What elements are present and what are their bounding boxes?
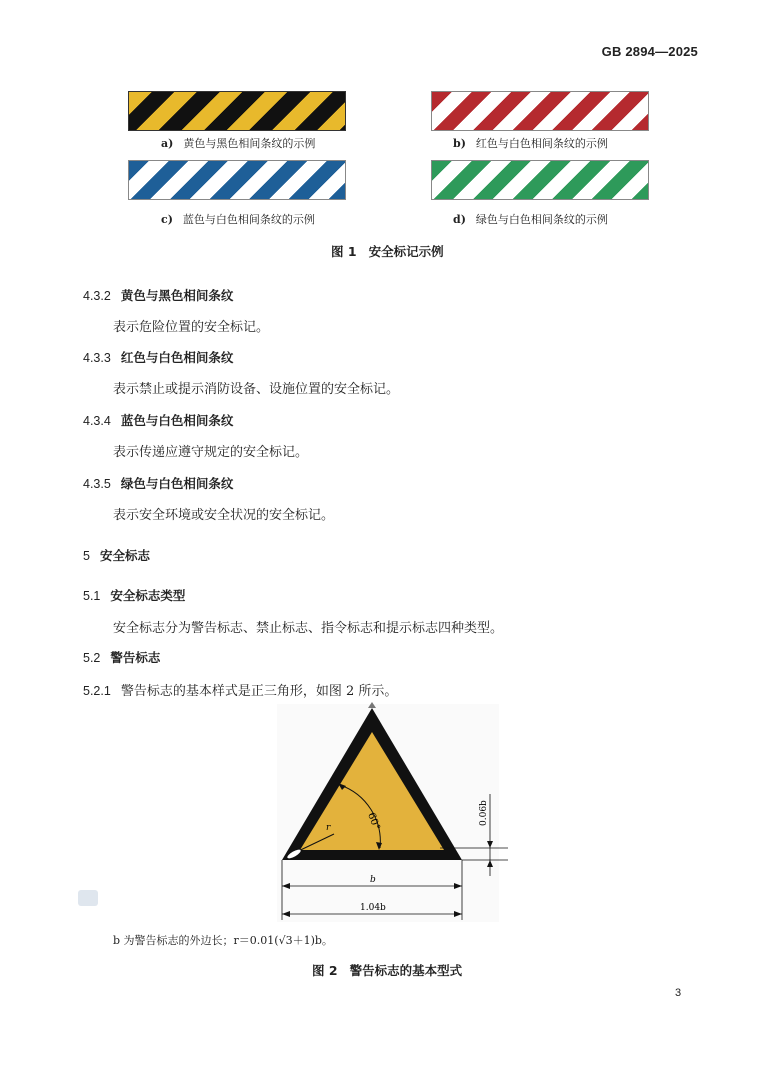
stripe-yellow-black — [128, 91, 346, 131]
thickness-label: 0.06b — [479, 800, 489, 826]
thickness-arrow-bottom — [487, 860, 493, 867]
caption-c: c) 蓝色与白色相间条纹的示例 — [161, 213, 315, 226]
section-body-4-3-4: 表示传递应遵守规定的安全标记。 — [113, 445, 309, 460]
section-5-2-1: 5.2.1 警告标志的基本样式是正三角形，如图 2 所示。 — [83, 684, 398, 699]
stripe-blue-white — [128, 160, 346, 200]
radius-label: r — [326, 823, 331, 833]
section-heading-4-3-3: 4.3.3 红色与白色相间条纹 — [83, 350, 234, 365]
caption-b: b) 红色与白色相间条纹的示例 — [453, 137, 608, 150]
section-heading-4-3-5: 4.3.5 绿色与白色相间条纹 — [83, 476, 234, 491]
thickness-arrow-top — [487, 841, 493, 848]
section-heading-4-3-2: 4.3.2 黄色与黑色相间条纹 — [83, 288, 234, 303]
outer-arrow-right — [454, 911, 462, 917]
section-body-5-1: 安全标志分为警告标志、禁止标志、指令标志和提示标志四种类型。 — [113, 621, 504, 636]
watermark-logo — [78, 890, 98, 906]
caption-a: a) 黄色与黑色相间条纹的示例 — [161, 137, 316, 150]
section-heading-5-1: 5.1 安全标志类型 — [83, 588, 186, 603]
outer-label: 1.04b — [360, 903, 386, 913]
stripe-green-white — [431, 160, 649, 200]
chapter-heading-5: 5 安全标志 — [83, 548, 150, 563]
warning-triangle-diagram — [270, 698, 520, 926]
angle-label: 60° — [365, 811, 382, 832]
page-number: 3 — [675, 987, 682, 999]
caption-d: d) 绿色与白色相间条纹的示例 — [453, 213, 608, 226]
b-arrow-right — [454, 883, 462, 889]
section-body-4-3-5: 表示安全环境或安全状况的安全标记。 — [113, 508, 335, 523]
top-vertex-mark — [368, 702, 376, 708]
section-heading-5-2: 5.2 警告标志 — [83, 650, 161, 665]
figure1-title: 图 1 安全标记示例 — [331, 244, 444, 259]
section-body-4-3-3: 表示禁止或提示消防设备、设施位置的安全标记。 — [113, 382, 400, 397]
figure2-note: b 为警告标志的外边长；r＝0.01(√3＋1)b。 — [113, 934, 333, 947]
outer-arrow-left — [282, 911, 290, 917]
stripe-red-white — [431, 91, 649, 131]
figure2-title: 图 2 警告标志的基本型式 — [312, 963, 463, 978]
standard-number: GB 2894—2025 — [601, 44, 698, 59]
section-body-4-3-2: 表示危险位置的安全标记。 — [113, 320, 270, 335]
b-arrow-left — [282, 883, 290, 889]
triangle-fill — [300, 732, 444, 850]
b-label: b — [370, 875, 376, 885]
section-heading-4-3-4: 4.3.4 蓝色与白色相间条纹 — [83, 413, 234, 428]
